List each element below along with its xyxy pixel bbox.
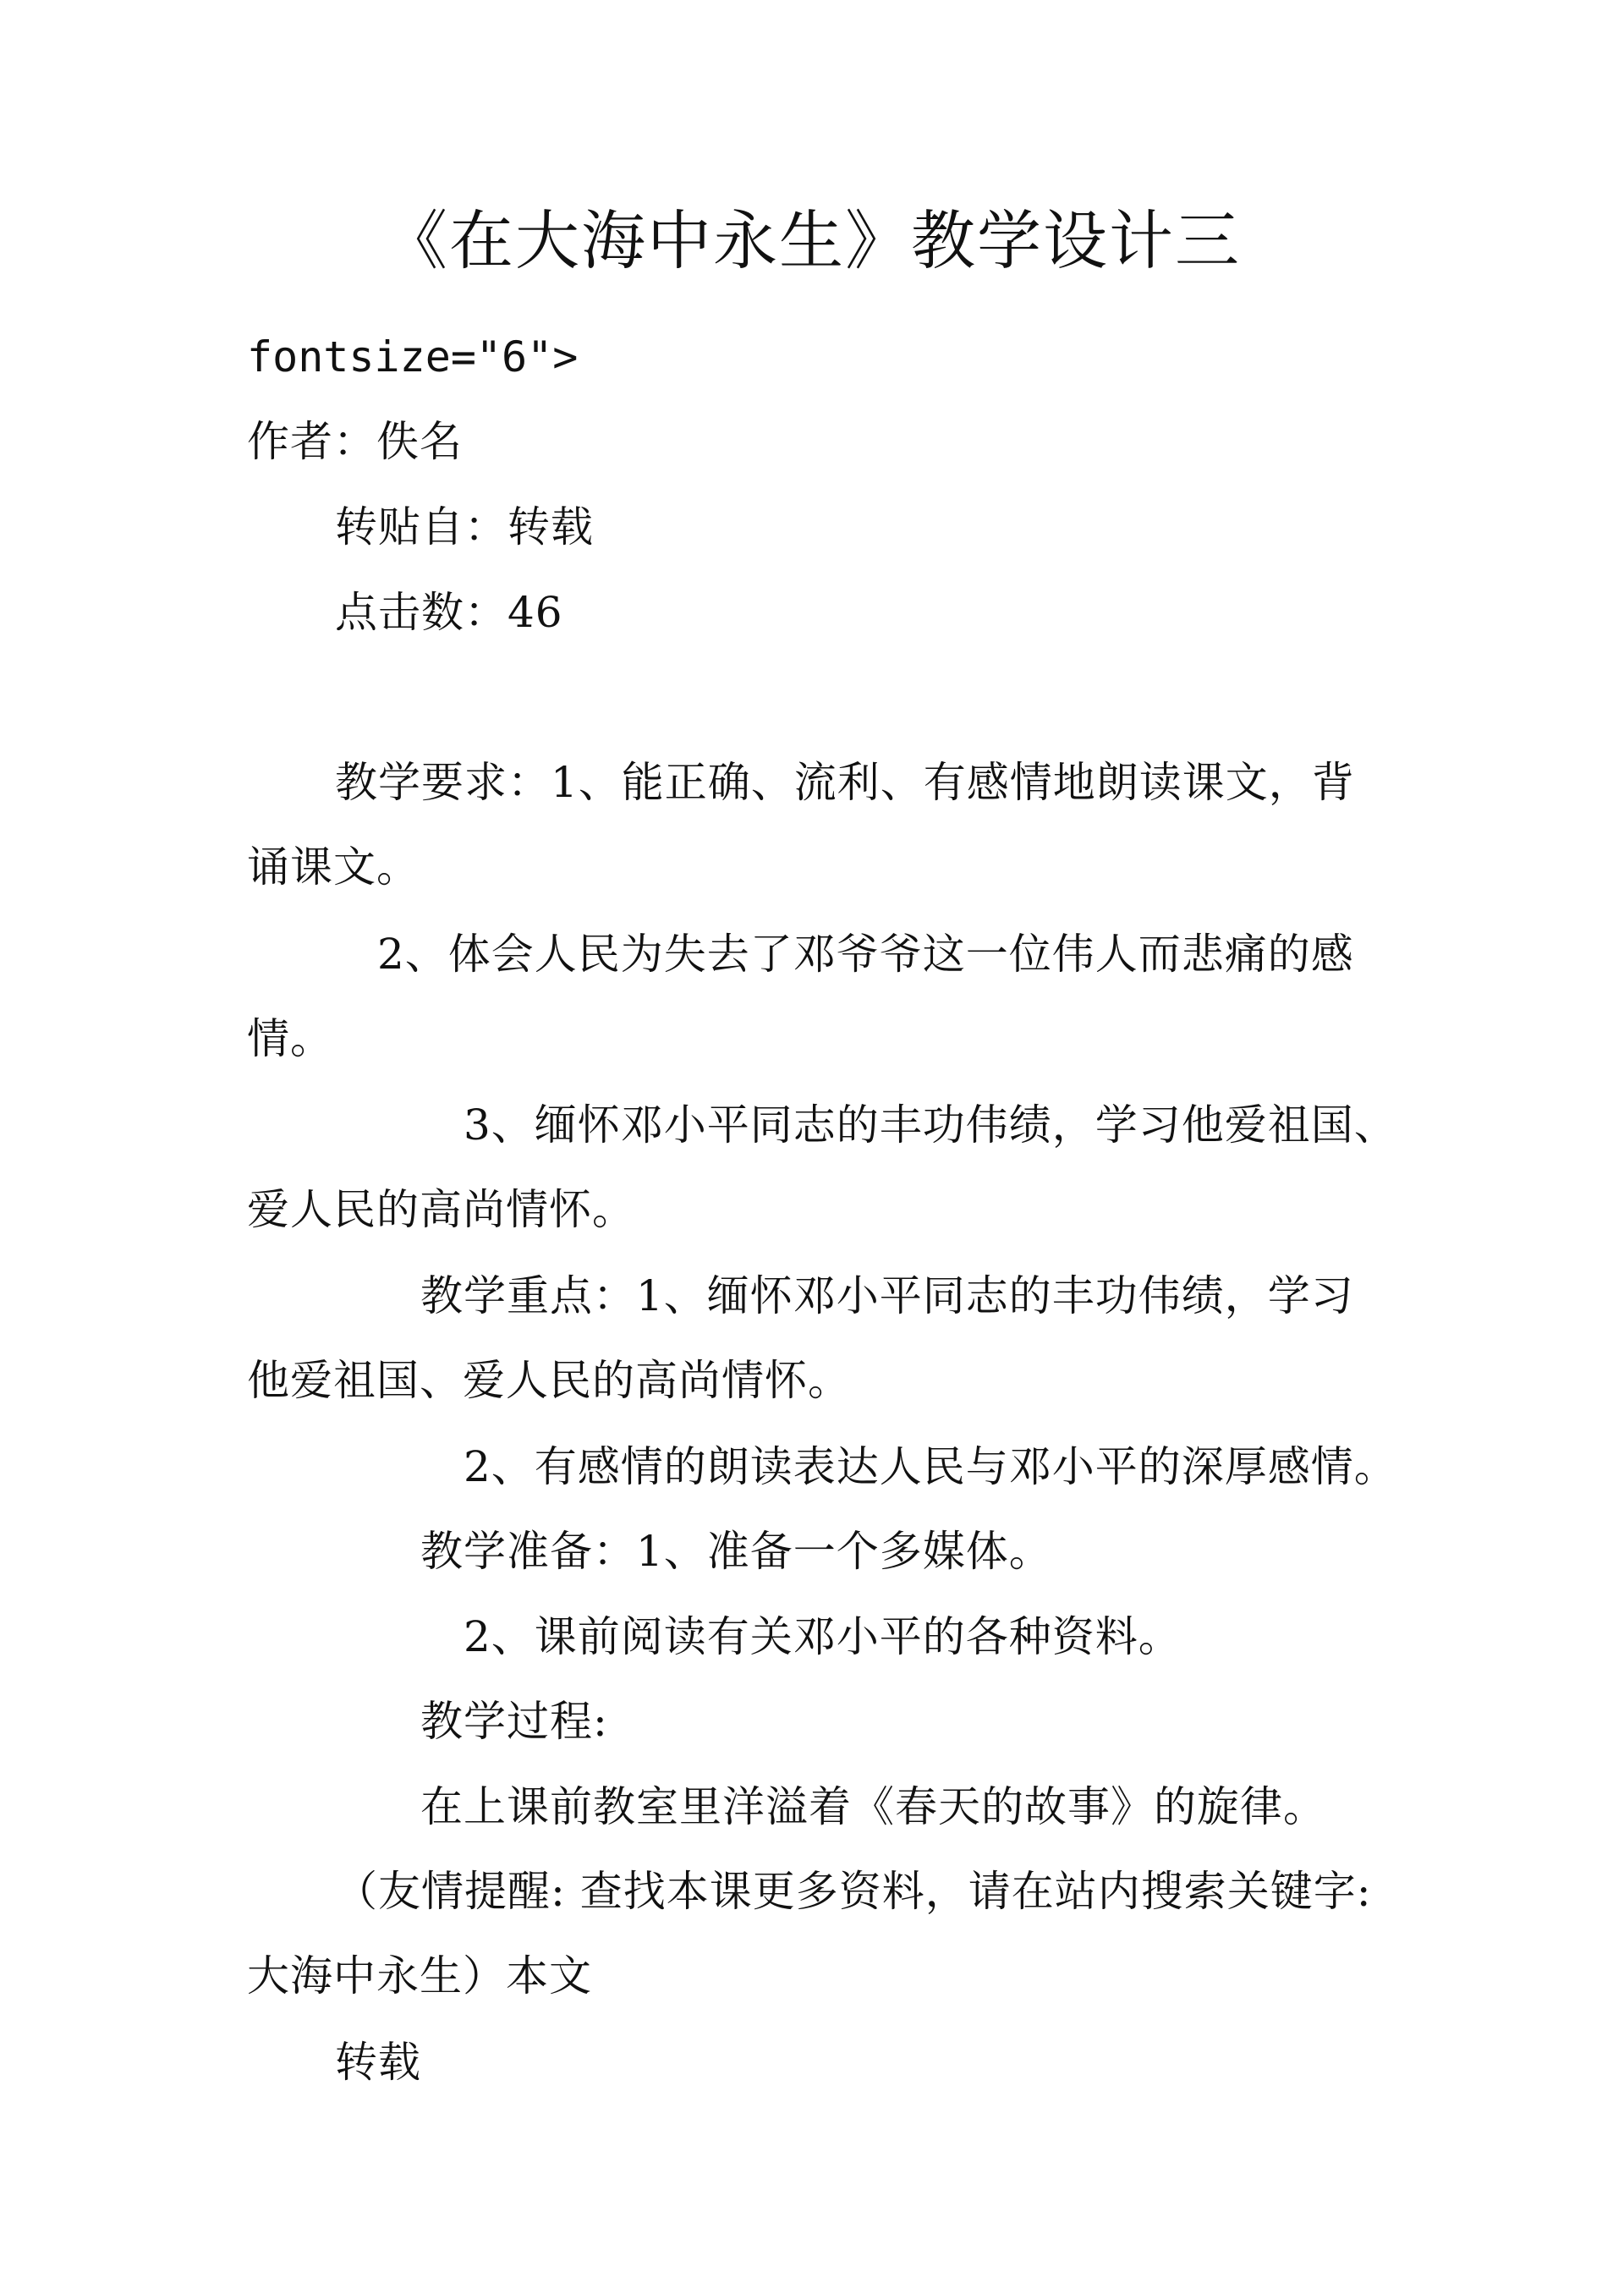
key-points-item2: 2、有感情的朗读表达人民与邓小平的深厚感情。	[464, 1442, 1397, 1491]
key-points-item1-line1: 教学重点：1、缅怀邓小平同志的丰功伟绩，学习	[420, 1271, 1354, 1320]
tip-line1: （友情提醒: 查找本课更多资料，请在站内搜索关键字:	[335, 1867, 1372, 1916]
preparation-item2: 2、课前阅读有关邓小平的各种资料。	[464, 1612, 1182, 1661]
process-heading: 教学过程:	[420, 1697, 608, 1746]
requirements-item2-line1: 2、体会人民为失去了邓爷爷这一位伟人而悲痛的感	[377, 930, 1354, 979]
tip-line2: 大海中永生）本文	[247, 1951, 592, 2000]
requirements-item2-line2: 情。	[247, 1014, 333, 1063]
key-points-item1-line2: 他爱祖国、爱人民的高尚情怀。	[247, 1356, 851, 1405]
document-title: 《在大海中永生》教学设计三	[383, 203, 1241, 278]
repost-line: 转贴自：转载	[335, 502, 594, 552]
font-size-note: fontsize="6">	[247, 332, 579, 381]
requirements-item3-line2: 爱人民的高尚情怀。	[247, 1185, 635, 1234]
clicks-line: 点击数：46	[335, 588, 563, 637]
requirements-item3-line1: 3、缅怀邓小平同志的丰功伟绩，学习他爱祖国、	[464, 1100, 1397, 1150]
requirements-item1-line1: 教学要求：1、能正确、流利、有感情地朗读课文，背	[335, 758, 1355, 807]
author-line: 作者：佚名	[247, 417, 463, 466]
process-line1: 在上课前教室里洋溢着《春天的故事》的旋律。	[420, 1782, 1326, 1831]
requirements-item1-line2: 诵课文。	[247, 842, 420, 892]
footer-repost: 转载	[335, 2038, 421, 2087]
preparation-item1: 教学准备：1、准备一个多媒体。	[420, 1527, 1052, 1576]
